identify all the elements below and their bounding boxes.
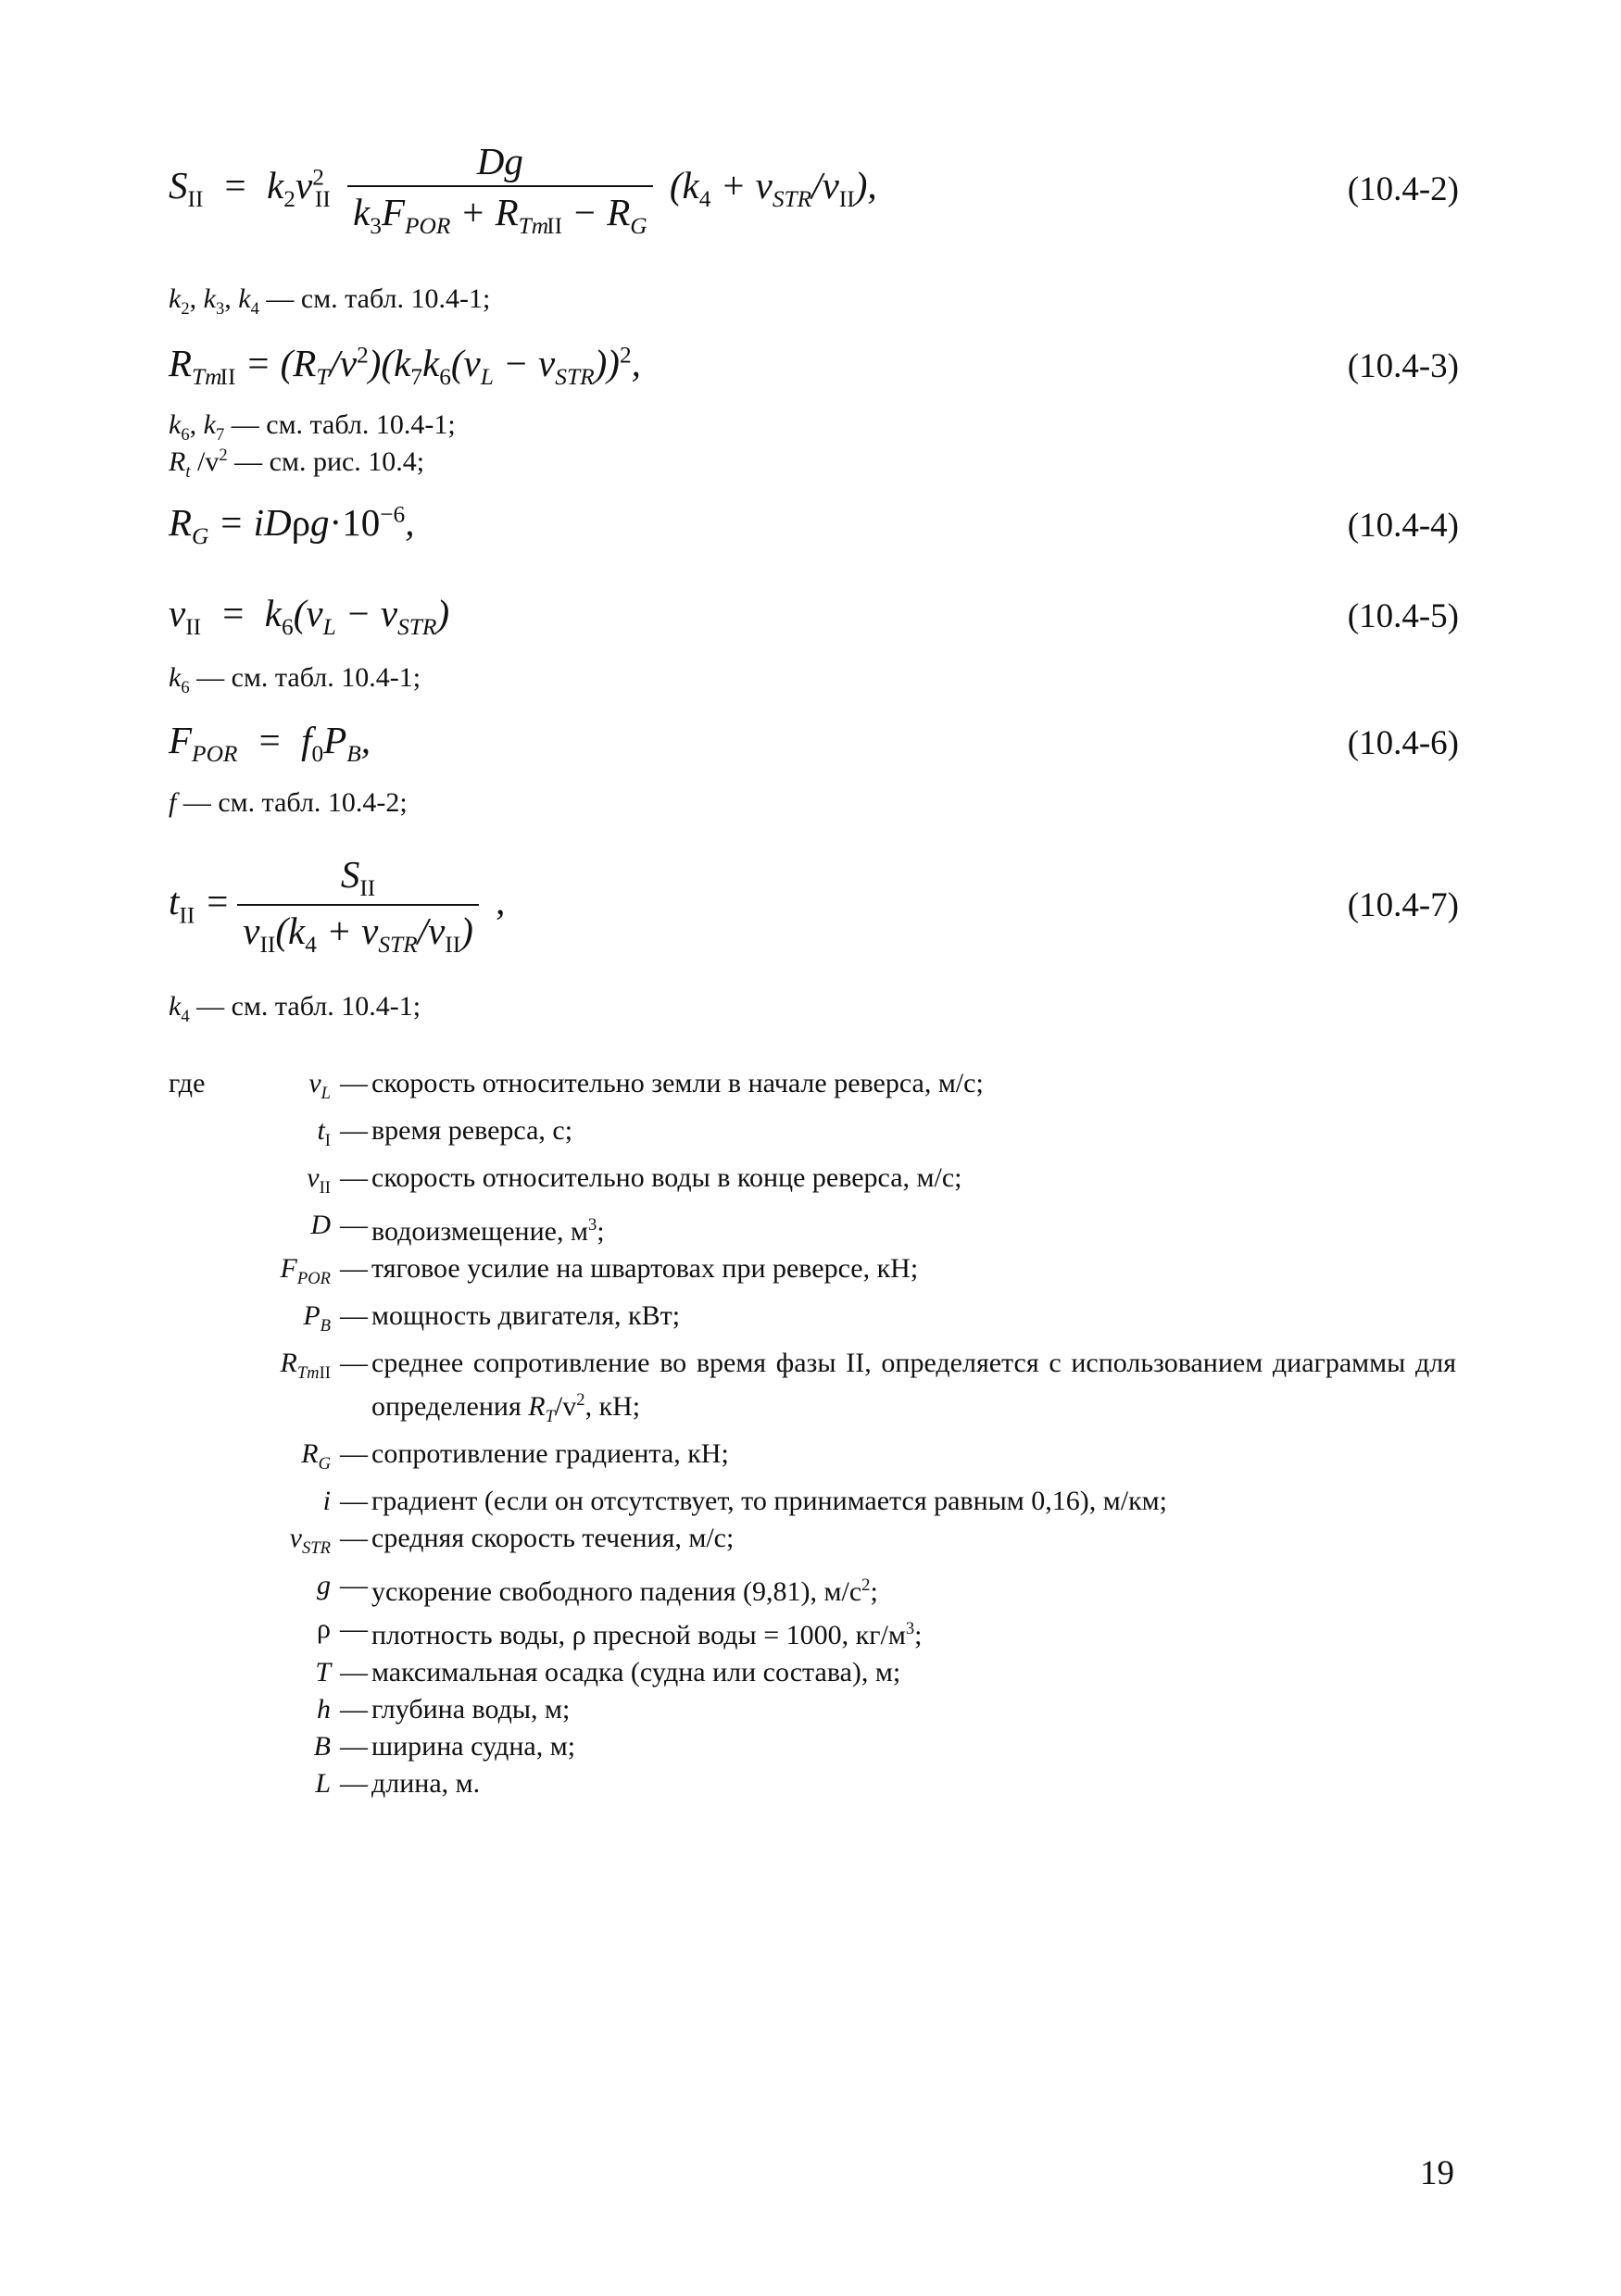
legend-symbol: T: [315, 1657, 331, 1687]
legend-text: длина, м.: [371, 1768, 481, 1799]
symbol-legend: [169, 1065, 1456, 1802]
reference-text: — см. табл. 10.4-2;: [176, 787, 408, 818]
formula: $t_{II}$ = $\frac{S_{II}}{v_{II}(k_4 + v_{STR}/v_{II})}$ ,: [169, 853, 506, 959]
legend-row: T — максимальная осадка (судна или состава), м;: [169, 1654, 1456, 1691]
legend-text: водоизмещение, $м^3$;: [371, 1215, 605, 1247]
legend-symbol: L: [315, 1768, 331, 1799]
equation-number: (10.4-3): [1347, 346, 1459, 385]
reference-line: $k_4$ — см. табл. 10.4-1;: [169, 991, 421, 1026]
legend-row: g — ускорение свободного падения (9,81), $м/с^2$;: [169, 1567, 1456, 1611]
legend-row: L — длина, м.: [169, 1765, 1456, 1802]
equation-10-4-4: [169, 500, 1459, 550]
legend-row: $v_{STR}$ — средняя скорость течения, м/с;: [169, 1520, 1456, 1567]
legend-text: градиент (если он отсутствует, то принимается равным 0,16), м/км;: [371, 1486, 1167, 1516]
reference-text: — см. табл. 10.4-1;: [224, 409, 456, 440]
equation-10-4-6: [169, 718, 1459, 768]
legend-text: максимальная осадка (судна или состава), м;: [371, 1657, 901, 1687]
reference-text: — см. табл. 10.4-1;: [189, 991, 421, 1022]
reference-text: — см. рис. 10.4;: [227, 446, 425, 477]
legend-text: плотность воды, ρ пресной воды = 1000, $кг/м^3$;: [371, 1619, 923, 1650]
reference-text: — см. табл. 10.4-1;: [189, 662, 421, 693]
reference-line: $R_t$ $/v^2$ — см. рис. 10.4;: [169, 445, 425, 482]
legend-symbol: B: [313, 1731, 331, 1762]
legend-row: D — водоизмещение, $м^3$;: [169, 1207, 1456, 1250]
legend-symbol: $P_B$: [303, 1300, 331, 1336]
reference-line: $k_6$, $k_7$ — см. табл. 10.4-1;: [169, 409, 456, 445]
legend-row: $t_I$ — время реверса, с;: [169, 1112, 1456, 1160]
legend-text: скорость относительно воды в конце реверса, м/с;: [371, 1162, 962, 1193]
formula: $F_{POR} = f_0P_B$,: [169, 719, 371, 768]
equation-10-4-5: [169, 591, 1459, 641]
legend-symbol: $F_{POR}$: [280, 1253, 331, 1288]
legend-text: скорость относительно земли в начале реверса, м/с;: [371, 1068, 984, 1098]
legend-row: где $v_L$ — скорость относительно земли в начале реверса, м/с;: [169, 1065, 1456, 1112]
reference-line: $k_2$, $k_3$, $k_4$ — см. табл. 10.4-1;: [169, 283, 491, 319]
legend-symbol: $v_{II}$: [307, 1162, 331, 1198]
legend-row: i — градиент (если он отсутствует, то принимается равным 0,16), м/км;: [169, 1483, 1456, 1520]
legend-row: $P_B$ — мощность двигателя, кВт;: [169, 1298, 1456, 1345]
reference-text: — см. табл. 10.4-1;: [258, 283, 491, 314]
formula: $S_{II} = k_2v^2_{II}$ $\frac{Dg}{k_3F_{POR} + R_{TmII} - R_G}$ $(k_4 + v_{STR}/v_{II})$,: [169, 140, 877, 240]
legend-symbol: i: [322, 1486, 331, 1516]
legend-intro: где: [169, 1068, 206, 1098]
reference-line: $k_6$ — см. табл. 10.4-1;: [169, 662, 421, 697]
legend-row: ρ — плотность воды, ρ пресной воды = 1000, $кг/м^3$;: [169, 1611, 1456, 1654]
legend-row: $R_{TmII}$ — среднее сопротивление во время фазы II, определяется с использованием диаграммы для определения $R_T/v^2$, кН;: [169, 1345, 1456, 1436]
reference-line: f — см. табл. 10.4-2;: [169, 787, 408, 818]
legend-text: глубина воды, м;: [371, 1694, 571, 1725]
formula: $v_{II} = k_6(v_L - v_{STR})$: [169, 592, 450, 641]
legend-symbol: $t_I$: [317, 1115, 331, 1150]
legend-symbol: $v_{STR}$: [289, 1523, 331, 1558]
equation-number: (10.4-6): [1347, 723, 1459, 762]
equation-number: (10.4-5): [1347, 596, 1459, 635]
legend-text: время реверса, с;: [371, 1115, 573, 1146]
legend-row: $F_{POR}$ — тяговое усилие на швартовах при реверсе, кН;: [169, 1250, 1456, 1298]
equation-10-4-3: [169, 341, 1459, 391]
equation-10-4-2: [169, 139, 1459, 240]
legend-row: $v_{II}$ — скорость относительно воды в конце реверса, м/с;: [169, 1160, 1456, 1207]
equation-number: (10.4-4): [1347, 506, 1459, 545]
equation-number: (10.4-2): [1347, 170, 1459, 209]
legend-row: B — ширина судна, м;: [169, 1728, 1456, 1765]
legend-symbol: $R_G$: [301, 1438, 331, 1474]
legend-text: тяговое усилие на швартовах при реверсе, кН;: [371, 1253, 919, 1284]
legend-text: ускорение свободного падения (9,81), $м/с^2$;: [371, 1575, 878, 1607]
legend-row: $R_G$ — сопротивление градиента, кН;: [169, 1436, 1456, 1483]
legend-text: мощность двигателя, кВт;: [371, 1300, 681, 1331]
legend-symbol: g: [317, 1570, 331, 1600]
legend-text: ширина судна, м;: [371, 1731, 576, 1762]
equation-10-4-7: [169, 852, 1459, 959]
legend-symbol: $R_{TmII}$: [280, 1348, 331, 1383]
legend-symbol: $v_L$: [308, 1068, 331, 1103]
legend-row: h — глубина воды, м;: [169, 1691, 1456, 1728]
formula: $R_G = iD\rho g\cdot 10^{-6}$,: [169, 501, 415, 550]
legend-symbol: ρ: [317, 1613, 331, 1644]
legend-text: среднее сопротивление во время фазы II, определяется с использованием диаграммы для определения $R_T/v^2$, кН;: [371, 1348, 1456, 1426]
legend-symbol: D: [310, 1210, 331, 1240]
legend-text: сопротивление градиента, кН;: [371, 1438, 729, 1469]
page-number: 19: [1420, 2154, 1454, 2192]
equation-number: (10.4-7): [1347, 886, 1459, 925]
legend-symbol: h: [317, 1694, 331, 1725]
formula: $R_{TmII} = (R_T/v^2)(k_7k_6(v_L - v_{STR}))^2$,: [169, 342, 641, 391]
legend-text: средняя скорость течения, м/с;: [371, 1523, 735, 1553]
